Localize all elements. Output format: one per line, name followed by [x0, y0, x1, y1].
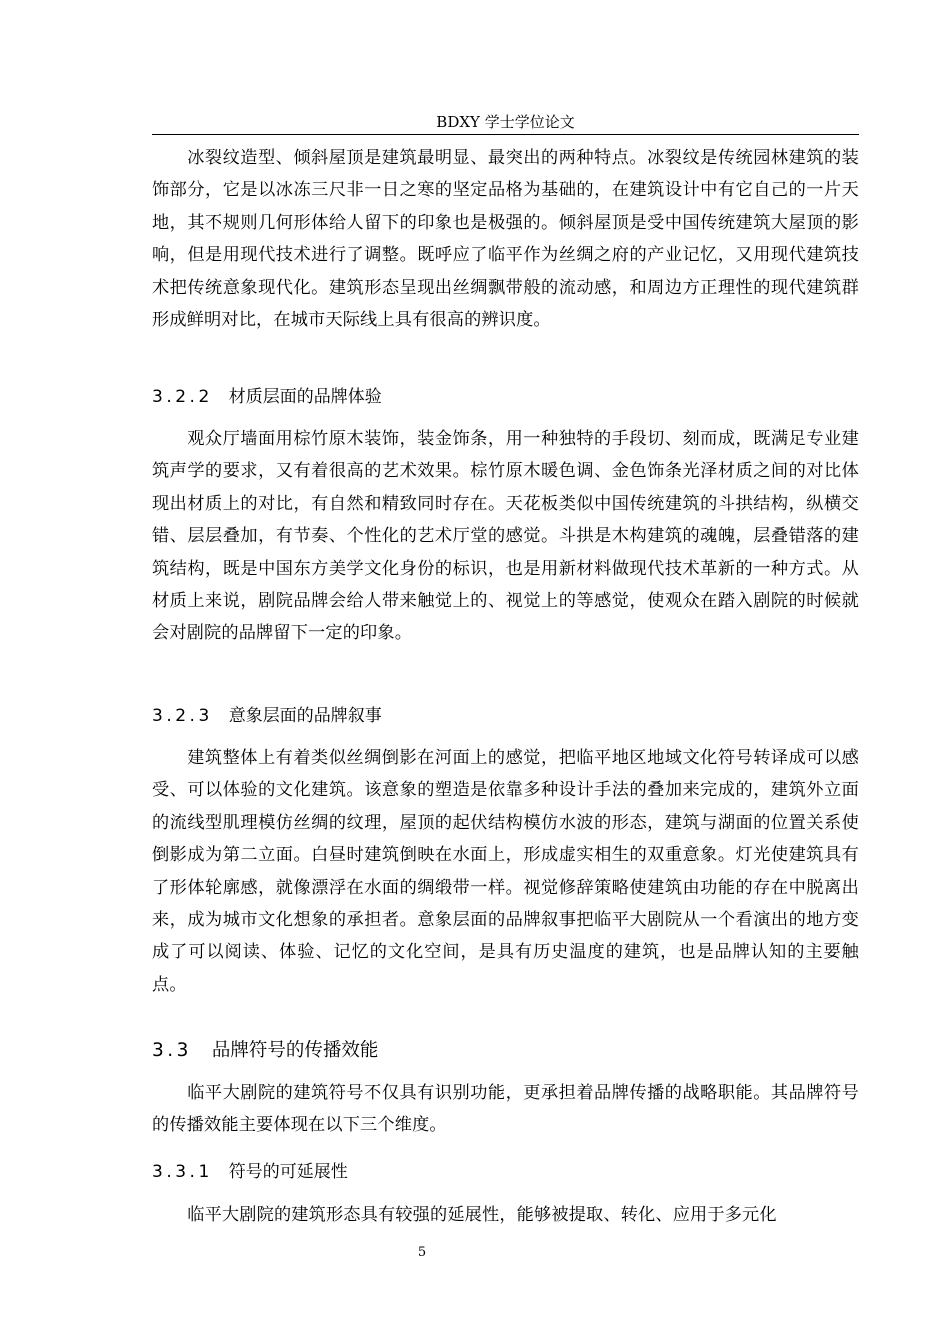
section-heading-3-3	[152, 1038, 859, 1064]
section-number: 3.3	[152, 1040, 192, 1061]
section-number: 3.2.3	[152, 706, 213, 726]
section-heading-3-2-3	[152, 704, 859, 728]
page-number: 5	[417, 1245, 427, 1260]
paragraph-extensibility: 临平大剧院的建筑形态具有较强的延展性，能够被提取、转化、应用于多元化	[187, 1205, 777, 1225]
section-heading-3-3-1	[152, 1160, 859, 1184]
section-title: 符号的可延展性	[228, 1162, 348, 1182]
paragraph-material-experience: 观众厅墙面用棕竹原木装饰，装金饰条，用一种独特的手段切、刻而成，既满足专业建筑声学的要求，又有着很高的艺术效果。棕竹原木暖色调、金色饰条光泽材质之间的对比体现出材质上的对比，有自然和精致同时存在。天花板类似中国传统建筑的斗拱结构，纵横交错、层层叠加，有节奏、个性化的艺术厅堂的感觉。斗拱是木构建筑的魂魄，层叠错落的建筑结构，既是中国东方美学文化身份的标识，也是用新材料做现代技术革新的一种方式。从材质上来说，剧院品牌会给人带来触觉上的、视觉上的等感觉，使观众在踏入剧院的时候就会对剧院的品牌留下一定的印象。	[152, 429, 859, 644]
paragraph-communication-efficacy: 临平大剧院的建筑符号不仅具有识别功能，更承担着品牌传播的战略职能。其品牌符号的传播效能主要体现在以下三个维度。	[152, 1083, 859, 1136]
section-number: 3.2.2	[152, 387, 213, 407]
section-heading-3-2-2	[152, 385, 859, 409]
header-divider	[152, 134, 859, 135]
section-title: 意象层面的品牌叙事	[228, 706, 382, 726]
section-number: 3.3.1	[152, 1162, 213, 1182]
section-title: 材质层面的品牌体验	[228, 387, 382, 407]
paragraph-imagery-narrative: 建筑整体上有着类似丝绸倒影在河面上的感觉，把临平地区地域文化符号转译成可以感受、可以体验的文化建筑。该意象的塑造是依靠多种设计手法的叠加来完成的，建筑外立面的流线型肌理模仿丝绸的纹理，屋顶的起伏结构模仿水波的形态，建筑与湖面的位置关系使倒影成为第二立面。白昼时建筑倒映在水面上，形成虚实相生的双重意象。灯光使建筑具有了形体轮廓感，就像漂浮在水面的绸缎带一样。视觉修辞策略使建筑由功能的存在中脱离出来，成为城市文化想象的承担者。意象层面的品牌叙事把临平大剧院从一个看演出的地方变成了可以阅读、体验、记忆的文化空间，是具有历史温度的建筑，也是品牌认知的主要触点。	[152, 748, 859, 995]
section-title: 品牌符号的传播效能	[211, 1040, 379, 1061]
page-header: BDXY 学士学位论文	[436, 113, 575, 131]
paragraph-ice-crack-roof: 冰裂纹造型、倾斜屋顶是建筑最明显、最突出的两种特点。冰裂纹是传统园林建筑的装饰部分，它是以冰冻三尺非一日之寒的坚定品格为基础的，在建筑设计中有它自己的一片天地，其不规则几何形体给人留下的印象也是极强的。倾斜屋顶是受中国传统建筑大屋顶的影响，但是用现代技术进行了调整。既呼应了临平作为丝绸之府的产业记忆，又用现代建筑技术把传统意象现代化。建筑形态呈现出丝绸飘带般的流动感，和周边方正理性的现代建筑群形成鲜明对比，在城市天际线上具有很高的辨识度。	[152, 148, 859, 331]
